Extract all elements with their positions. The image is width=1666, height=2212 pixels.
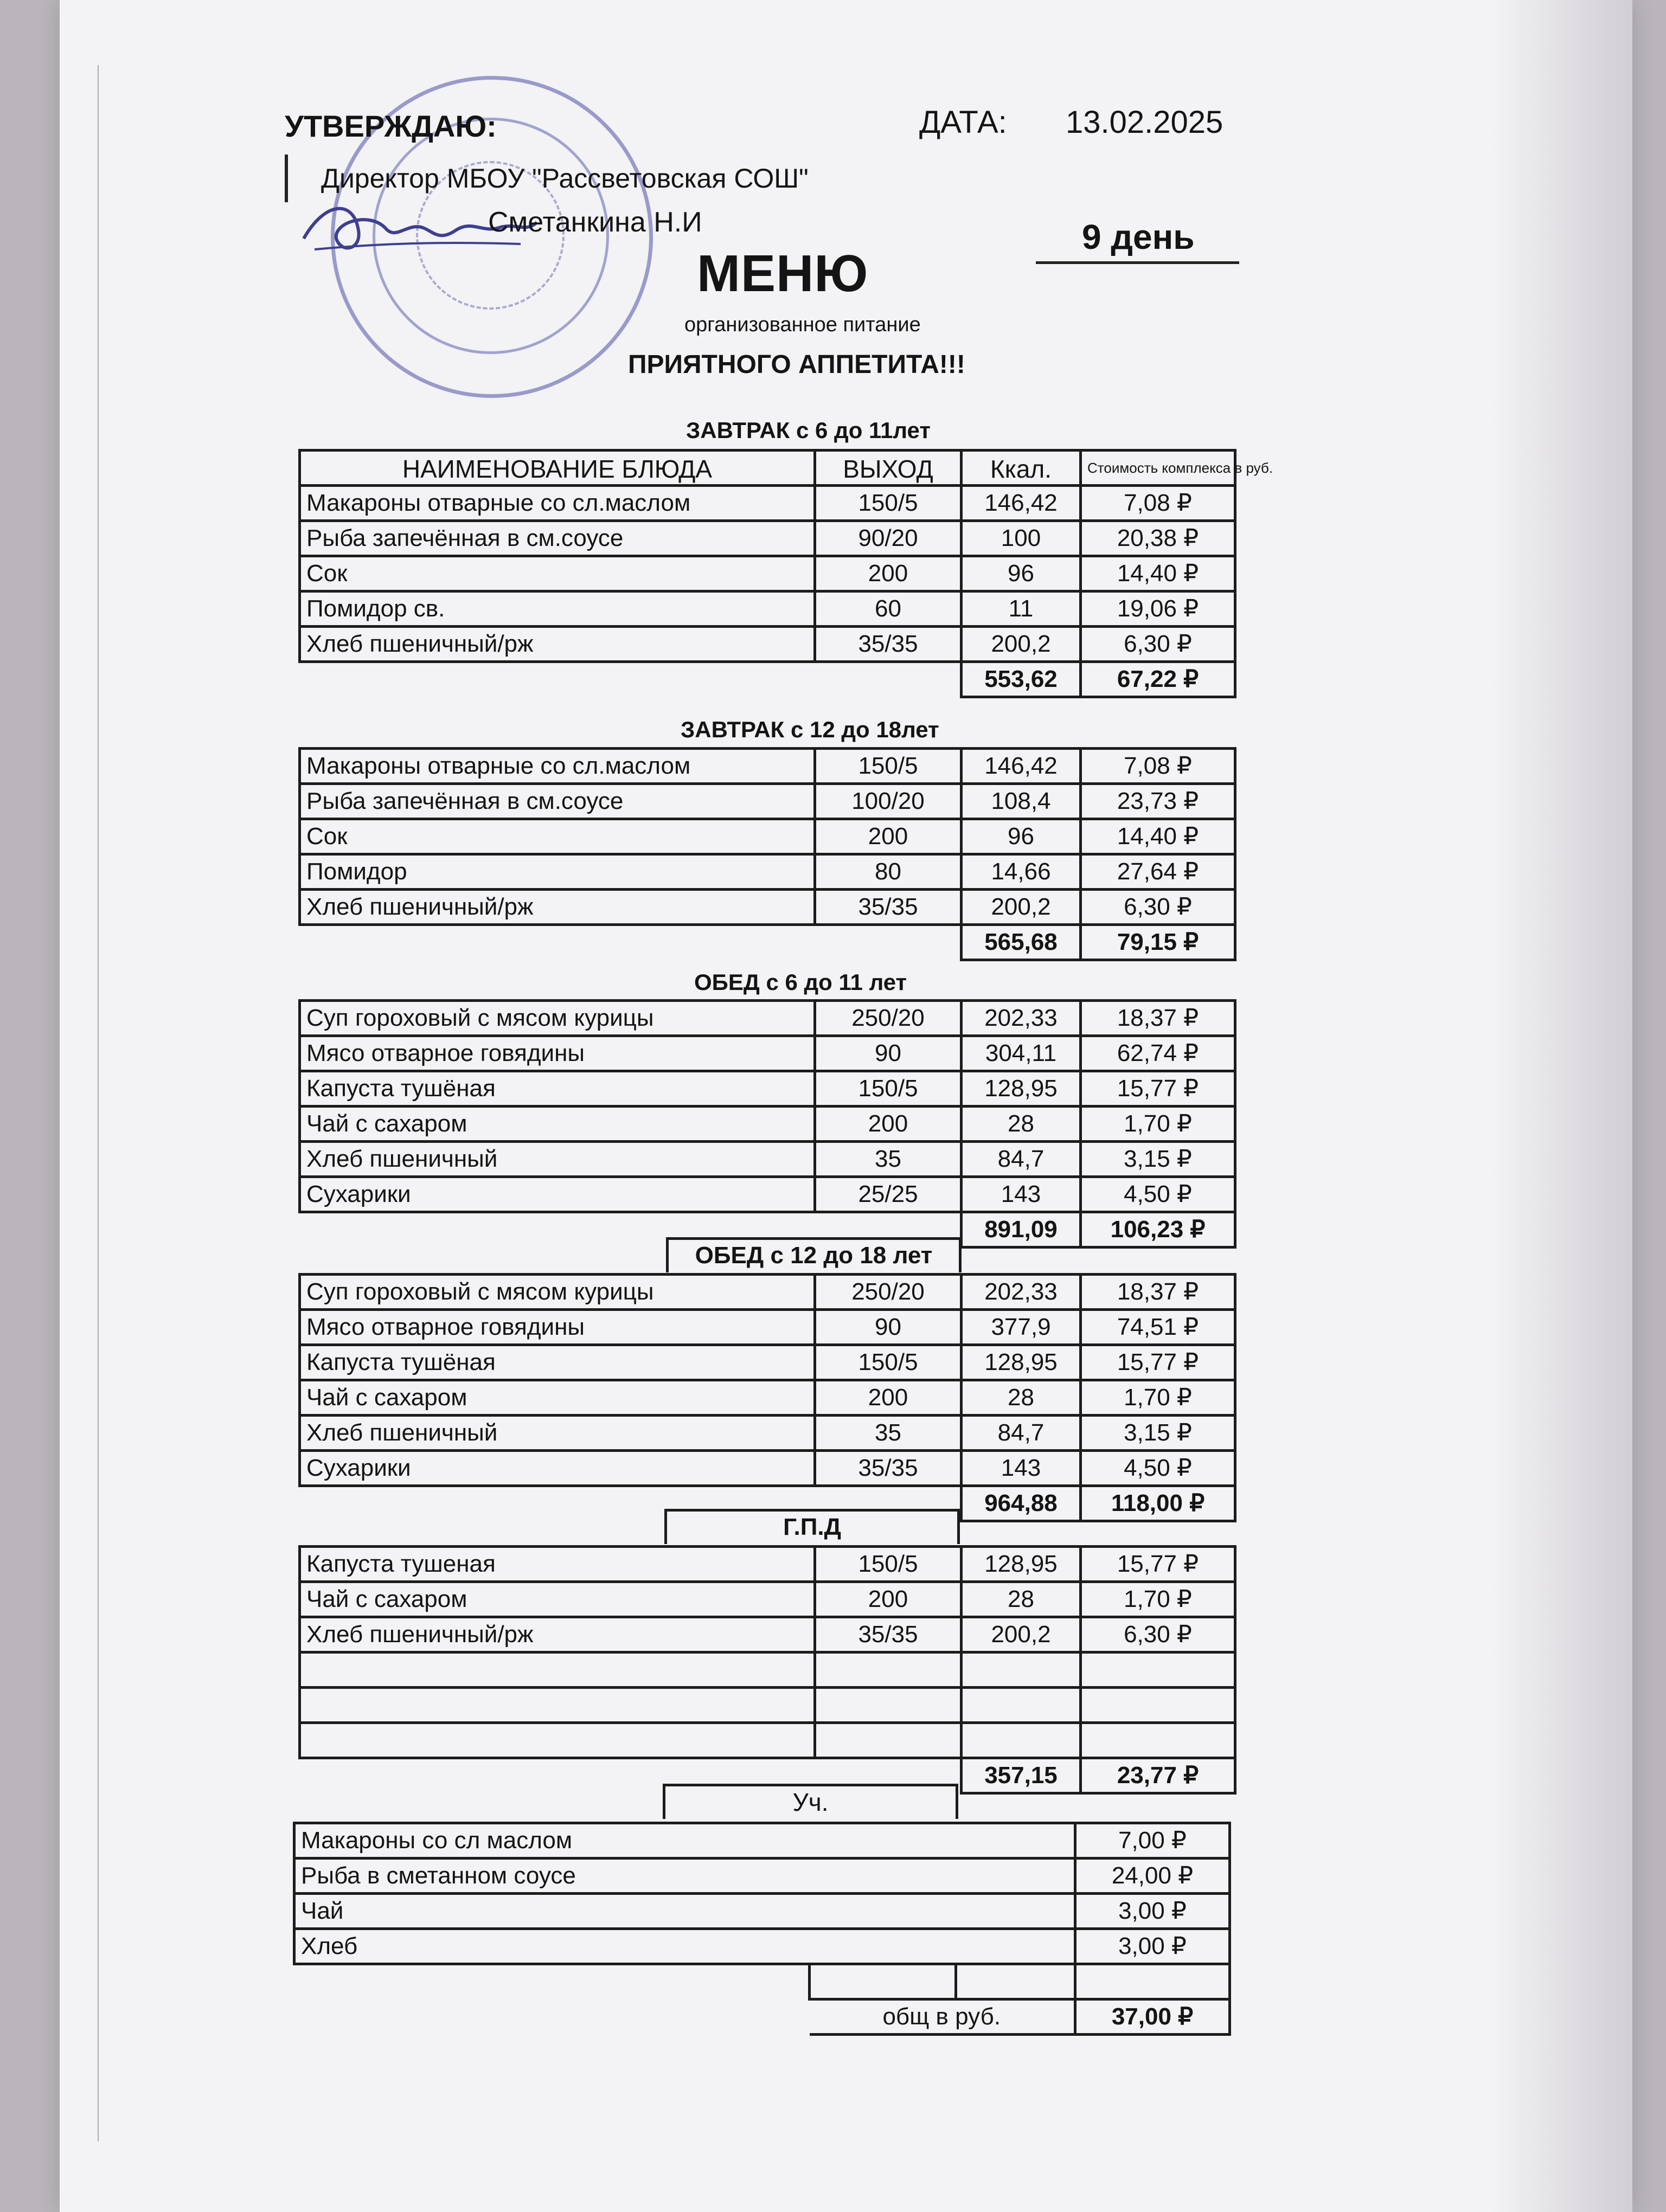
dish-name: Макароны отварные со сл.маслом <box>300 486 815 521</box>
section-title: ЗАВТРАК с 6 до 11лет <box>686 417 931 443</box>
dish-name: Хлеб пшеничный <box>300 1142 815 1177</box>
dish-output: 250/20 <box>815 1001 962 1036</box>
dish-name: Чай с сахаром <box>300 1582 815 1617</box>
menu-table-lunch-6-11 <box>298 999 1236 1249</box>
dish-kcal: 100 <box>962 521 1081 556</box>
total-cost: 23,77 ₽ <box>1081 1758 1235 1793</box>
total-kcal: 565,68 <box>962 925 1081 960</box>
dish-cost <box>1081 1688 1235 1723</box>
dish-cost: 4,50 ₽ <box>1081 1177 1235 1212</box>
dish-kcal <box>962 1723 1081 1758</box>
dish-cost: 62,74 ₽ <box>1081 1036 1235 1071</box>
total-cost: 79,15 ₽ <box>1081 925 1235 960</box>
dish-kcal: 84,7 <box>962 1142 1081 1177</box>
dish-output: 90/20 <box>815 521 962 556</box>
table-row <box>300 1416 1235 1451</box>
dish-name: Чай с сахаром <box>300 1380 815 1416</box>
dish-cost <box>1081 1652 1235 1688</box>
dish-cost: 23,73 ₽ <box>1081 784 1235 819</box>
total-cost: 37,00 ₽ <box>1075 1999 1230 2035</box>
dish-output: 80 <box>815 854 962 890</box>
dish-kcal: 96 <box>962 556 1081 591</box>
dish-cost: 24,00 ₽ <box>1075 1859 1230 1894</box>
table-row <box>300 1582 1235 1617</box>
date-label: ДАТА: <box>919 105 1007 140</box>
dish-output: 200 <box>815 819 962 854</box>
dish-kcal: 11 <box>962 591 1081 627</box>
section-title-box: ОБЕД с 12 до 18 лет <box>666 1237 962 1272</box>
total-row <box>300 662 1235 697</box>
table-row <box>300 890 1235 925</box>
table-row <box>294 1929 1230 1964</box>
total-kcal: 553,62 <box>962 662 1081 697</box>
table-row <box>300 1380 1235 1416</box>
dish-name: Хлеб пшеничный/рж <box>300 627 815 662</box>
director-title: Директор МБОУ "Рассветовская СОШ" <box>321 163 809 194</box>
table-row <box>300 1310 1235 1345</box>
dish-name: Рыба запечённая в см.соусе <box>300 784 815 819</box>
dish-cost: 15,77 ₽ <box>1081 1345 1235 1380</box>
table-row <box>300 784 1235 819</box>
day-number: 9 день <box>1082 217 1195 256</box>
dish-output: 90 <box>815 1310 962 1345</box>
section-title-box: Г.П.Д <box>664 1509 960 1544</box>
total-kcal: 964,88 <box>962 1486 1081 1521</box>
dish-kcal: 146,42 <box>962 749 1081 784</box>
dish-name: Капуста тушёная <box>300 1345 815 1380</box>
dish-name: Сок <box>300 819 815 854</box>
table-row <box>300 591 1235 627</box>
table-row <box>300 819 1235 854</box>
dish-kcal: 96 <box>962 819 1081 854</box>
column-header-cost: Стоимость комплекса в руб. <box>1081 451 1235 486</box>
table-row <box>300 749 1235 784</box>
dish-cost: 3,15 ₽ <box>1081 1416 1235 1451</box>
dish-kcal: 304,11 <box>962 1036 1081 1071</box>
dish-name <box>300 1688 815 1723</box>
dish-kcal: 128,95 <box>962 1071 1081 1107</box>
dish-name: Макароны отварные со сл.маслом <box>300 749 815 784</box>
column-header-name: НАИМЕНОВАНИЕ БЛЮДА <box>300 451 815 486</box>
dish-output: 200 <box>815 1380 962 1416</box>
total-row <box>300 925 1235 960</box>
table-row <box>300 1617 1235 1652</box>
dish-cost: 6,30 ₽ <box>1081 1617 1235 1652</box>
section-title: ЗАВТРАК с 12 до 18лет <box>681 717 939 742</box>
dish-kcal: 14,66 <box>962 854 1081 890</box>
dish-name: Мясо отварное говядины <box>300 1310 815 1345</box>
greeting: ПРИЯТНОГО АППЕТИТА!!! <box>628 350 965 379</box>
margin-mark <box>285 155 288 202</box>
staff-title-box: Уч. <box>663 1784 958 1819</box>
dish-cost: 18,37 ₽ <box>1081 1001 1235 1036</box>
dish-cost: 14,40 ₽ <box>1081 819 1235 854</box>
column-header-output: ВЫХОД <box>815 451 962 486</box>
dish-name: Капуста тушеная <box>300 1547 815 1582</box>
dish-kcal: 28 <box>962 1107 1081 1142</box>
dish-output: 35/35 <box>815 627 962 662</box>
dish-kcal: 128,95 <box>962 1345 1081 1380</box>
dish-cost: 7,08 ₽ <box>1081 749 1235 784</box>
total-row <box>294 1999 1230 2035</box>
dish-kcal: 200,2 <box>962 1617 1081 1652</box>
dish-output: 150/5 <box>815 1547 962 1582</box>
table-row <box>300 1275 1235 1310</box>
total-kcal: 891,09 <box>962 1212 1081 1248</box>
dish-kcal: 143 <box>962 1177 1081 1212</box>
table-row <box>300 486 1235 521</box>
dish-cost: 7,08 ₽ <box>1081 486 1235 521</box>
dish-kcal: 202,33 <box>962 1275 1081 1310</box>
dish-cost: 18,37 ₽ <box>1081 1275 1235 1310</box>
dish-kcal: 108,4 <box>962 784 1081 819</box>
dish-name: Сухарики <box>300 1177 815 1212</box>
dish-cost: 15,77 ₽ <box>1081 1547 1235 1582</box>
dish-name: Хлеб <box>294 1929 1075 1964</box>
dish-name: Суп гороховый с мясом курицы <box>300 1275 815 1310</box>
menu-subtitle: организованное питание <box>684 313 921 336</box>
menu-table-lunch-12-18 <box>298 1273 1236 1522</box>
dish-output: 90 <box>815 1036 962 1071</box>
dish-output: 200 <box>815 1107 962 1142</box>
dish-output: 250/20 <box>815 1275 962 1310</box>
table-header-row <box>300 451 1235 486</box>
dish-kcal: 128,95 <box>962 1547 1081 1582</box>
table-row <box>300 1723 1235 1758</box>
dish-kcal: 146,42 <box>962 486 1081 521</box>
table-row <box>300 1345 1235 1380</box>
dish-output: 35/35 <box>815 1617 962 1652</box>
dish-name <box>300 1723 815 1758</box>
table-row <box>300 1652 1235 1688</box>
dish-kcal: 28 <box>962 1380 1081 1416</box>
dish-kcal: 143 <box>962 1451 1081 1486</box>
dish-name: Сухарики <box>300 1451 815 1486</box>
dish-output: 25/25 <box>815 1177 962 1212</box>
table-row <box>300 1001 1235 1036</box>
dish-output: 150/5 <box>815 1345 962 1380</box>
dish-name: Чай с сахаром <box>300 1107 815 1142</box>
dish-output: 35/35 <box>815 890 962 925</box>
table-row <box>300 854 1235 890</box>
dish-name: Суп гороховый с мясом курицы <box>300 1001 815 1036</box>
dish-kcal <box>962 1688 1081 1723</box>
dish-cost: 3,00 ₽ <box>1075 1929 1230 1964</box>
dish-output: 200 <box>815 556 962 591</box>
dish-kcal: 200,2 <box>962 627 1081 662</box>
dish-cost: 6,30 ₽ <box>1081 627 1235 662</box>
dish-kcal <box>962 1652 1081 1688</box>
table-row <box>300 521 1235 556</box>
date-value: 13.02.2025 <box>1066 105 1223 140</box>
menu-table-breakfast-12-18 <box>298 747 1236 961</box>
dish-output <box>815 1652 962 1688</box>
total-cost: 67,22 ₽ <box>1081 662 1235 697</box>
dish-name: Чай <box>294 1894 1075 1929</box>
dish-cost: 3,15 ₽ <box>1081 1142 1235 1177</box>
menu-table-staff <box>293 1822 1231 2036</box>
dish-kcal: 200,2 <box>962 890 1081 925</box>
total-cost: 106,23 ₽ <box>1081 1212 1235 1248</box>
dish-output: 150/5 <box>815 749 962 784</box>
table-row <box>300 627 1235 662</box>
dish-output: 150/5 <box>815 1071 962 1107</box>
table-row <box>294 1823 1230 1859</box>
dish-output: 60 <box>815 591 962 627</box>
menu-title: МЕНЮ <box>697 245 869 303</box>
dish-cost: 27,64 ₽ <box>1081 854 1235 890</box>
dish-cost: 4,50 ₽ <box>1081 1451 1235 1486</box>
dish-kcal: 84,7 <box>962 1416 1081 1451</box>
dish-cost <box>1081 1723 1235 1758</box>
dish-output: 200 <box>815 1582 962 1617</box>
dish-output: 35/35 <box>815 1451 962 1486</box>
dish-cost: 20,38 ₽ <box>1081 521 1235 556</box>
dish-name: Сок <box>300 556 815 591</box>
dish-name: Хлеб пшеничный <box>300 1416 815 1451</box>
dish-kcal: 377,9 <box>962 1310 1081 1345</box>
dish-cost: 3,00 ₽ <box>1075 1894 1230 1929</box>
dish-output: 100/20 <box>815 784 962 819</box>
dish-cost: 14,40 ₽ <box>1081 556 1235 591</box>
approve-label: УТВЕРЖДАЮ: <box>285 109 497 143</box>
dish-cost: 1,70 ₽ <box>1081 1380 1235 1416</box>
table-row <box>300 1142 1235 1177</box>
table-row <box>300 1177 1235 1212</box>
table-row <box>300 1036 1235 1071</box>
dish-output: 35 <box>815 1416 962 1451</box>
table-row <box>300 1107 1235 1142</box>
dish-name: Рыба в сметанном соусе <box>294 1859 1075 1894</box>
dish-output: 35 <box>815 1142 962 1177</box>
section-title: ОБЕД с 6 до 11 лет <box>694 969 907 995</box>
dish-name: Мясо отварное говядины <box>300 1036 815 1071</box>
dish-name: Хлеб пшеничный/рж <box>300 890 815 925</box>
dish-cost: 1,70 ₽ <box>1081 1107 1235 1142</box>
dish-cost: 1,70 ₽ <box>1081 1582 1235 1617</box>
dish-cost: 15,77 ₽ <box>1081 1071 1235 1107</box>
dish-name: Хлеб пшеничный/рж <box>300 1617 815 1652</box>
menu-table-breakfast-6-11 <box>298 449 1273 698</box>
dish-name: Рыба запечённая в см.соусе <box>300 521 815 556</box>
column-header-kcal: Ккал. <box>962 451 1081 486</box>
dish-name: Помидор св. <box>300 591 815 627</box>
table-row <box>294 1859 1230 1894</box>
dish-kcal: 28 <box>962 1582 1081 1617</box>
dish-output <box>815 1688 962 1723</box>
dish-output <box>815 1723 962 1758</box>
table-row <box>300 556 1235 591</box>
table-row <box>300 1451 1235 1486</box>
table-row <box>294 1894 1230 1929</box>
table-row <box>300 1071 1235 1107</box>
table-row <box>300 1688 1235 1723</box>
total-kcal: 357,15 <box>962 1758 1081 1793</box>
dish-cost: 7,00 ₽ <box>1075 1823 1230 1859</box>
dish-output: 150/5 <box>815 486 962 521</box>
table-row <box>294 1964 1230 1999</box>
dish-cost: 74,51 ₽ <box>1081 1310 1235 1345</box>
dish-name: Макароны со сл маслом <box>294 1823 1075 1859</box>
dish-name: Помидор <box>300 854 815 890</box>
page-edge-line <box>98 65 99 2142</box>
dish-name <box>300 1652 815 1688</box>
dish-cost: 19,06 ₽ <box>1081 591 1235 627</box>
menu-table-gpd <box>298 1545 1236 1795</box>
day-underline <box>1036 261 1239 264</box>
director-name: Сметанкина Н.И <box>488 207 702 238</box>
dish-cost: 6,30 ₽ <box>1081 890 1235 925</box>
table-row <box>300 1547 1235 1582</box>
total-label: общ в руб. <box>810 1999 1075 2035</box>
dish-kcal: 202,33 <box>962 1001 1081 1036</box>
total-cost: 118,00 ₽ <box>1081 1486 1235 1521</box>
dish-name: Капуста тушёная <box>300 1071 815 1107</box>
